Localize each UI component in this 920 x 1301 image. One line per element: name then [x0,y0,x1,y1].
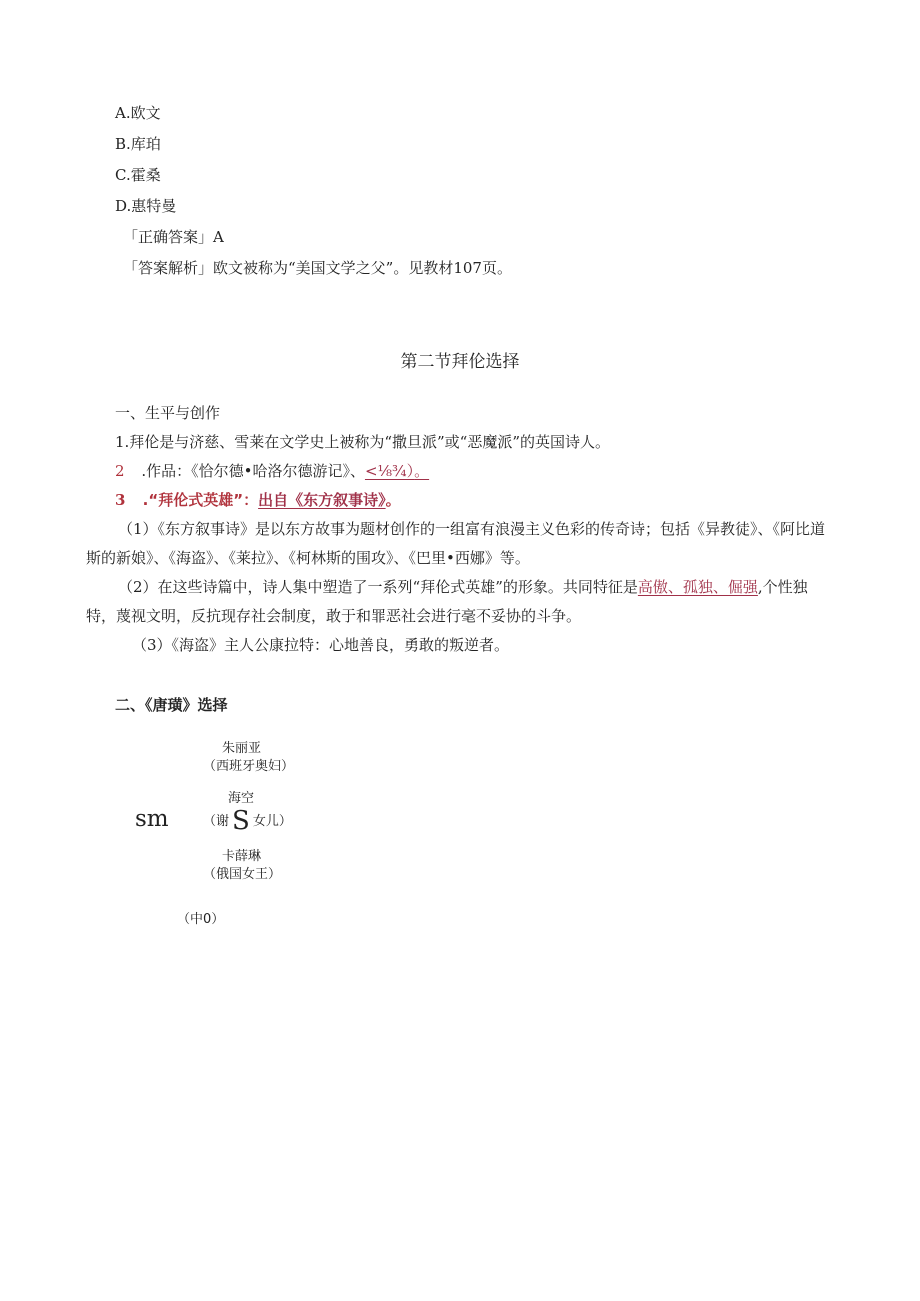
sub2-highlight: 高傲、孤独、倔强 [637,578,758,596]
option-a: A.欧文 [115,104,161,122]
part1-item2 [115,461,429,481]
sub2-post: ,个性独特，蔑视文明，反抗现存社会制度，敢于和罪恶社会进行毫不妥协的斗争。 [86,578,808,625]
diagram-node-2: 海空 [228,791,255,806]
correct-answer: 「正确答案」A [123,228,224,246]
option-b: B.库珀 [115,135,161,153]
item3-prefix: .“拜伦式英雄”： [142,491,259,509]
node2-sub-big: S [232,806,250,836]
part1-heading: 一、生平与创作 [115,404,221,422]
item2-number: 2 [115,462,125,480]
item3-number: 3 [115,491,126,509]
sub2-pre: （2）在这些诗篇中，诗人集中塑造了一系列“拜伦式英雄”的形象。共同特征是 [118,578,638,596]
part2-heading: 二、《唐璜》选择 [115,696,228,714]
item3-highlight: 出自《东方叙事诗》 [258,491,386,509]
diagram-node-1-sub: （西班牙奥妇） [203,759,295,774]
diagram-node-2-sub [203,806,292,836]
part1-sub3: （3）《海盗》主人公康拉特：心地善良，勇敢的叛逆者。 [132,636,510,654]
item2-text: .作品：《恰尔德•哈洛尔德游记》、 [141,462,365,480]
part1-item1: 1.拜伦是与济慈、雪莱在文学史上被称为“撒旦派”或“恶魔派”的英国诗人。 [115,433,610,451]
option-c: C.霍桑 [115,166,161,184]
item2-highlight: <⅛¾） [364,462,415,480]
item3-end: 。 [385,491,401,509]
diagram-node-1: 朱丽亚 [222,741,262,756]
diagram-node-3: 卡薛琳 [222,849,262,864]
item2-end: 。 [414,462,430,480]
option-d: D.惠特曼 [115,197,177,215]
section-title: 第二节拜伦选择 [400,352,520,372]
diagram-bottom-label: （中0） [177,912,225,927]
node2-sub-b: 女儿） [252,814,292,829]
answer-analysis: 「答案解析」欧文被称为“美国文学之父”。见教材107页。 [123,259,512,277]
part1-sub1: （1）《东方叙事诗》是以东方故事为题材创作的一组富有浪漫主义色彩的传奇诗；包括《异教徒》、《阿比道斯的新娘》、《海盗》、《莱拉》、《柯林斯的围攻》、《巴里•西娜》等。 [86,520,826,567]
part1-sub2 [86,573,834,631]
node2-sub-a: （谢 [203,814,230,829]
diagram-node-3-sub: （俄国女王） [203,867,282,882]
diagram-left-label: sm [135,806,169,832]
part1-item3 [115,490,401,510]
